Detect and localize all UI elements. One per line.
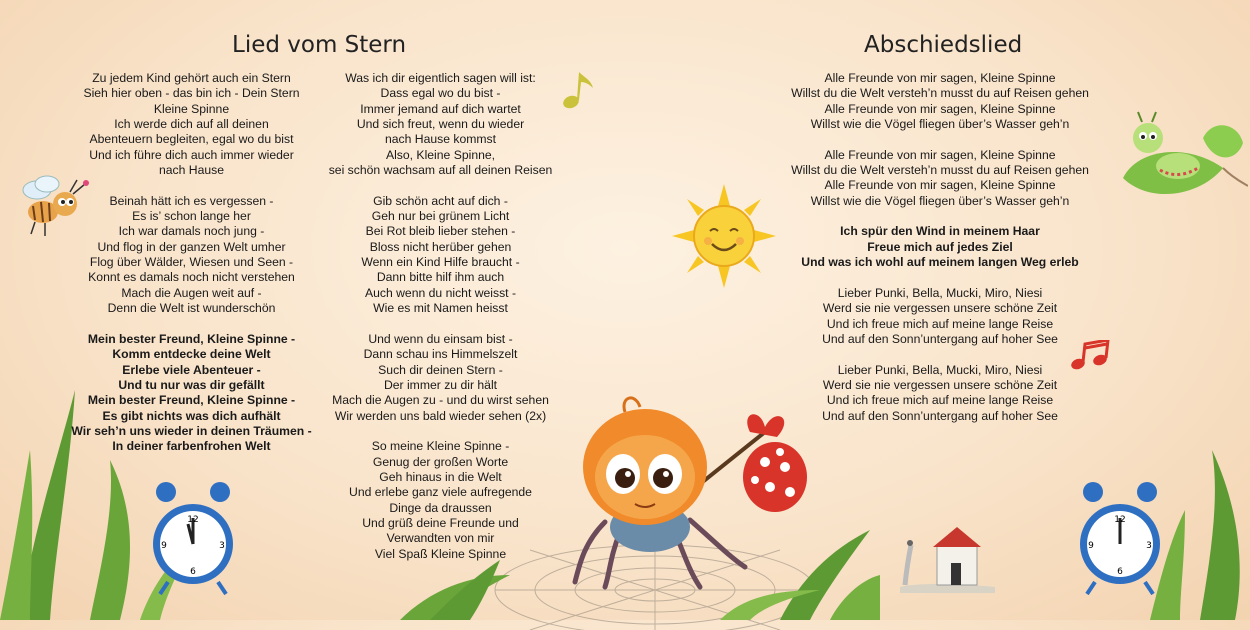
lyrics-column-1 [64,71,319,470]
lyric-line: Geh hinaus in die Welt [379,469,502,484]
alarm-clock-icon [1075,478,1165,598]
stanza [770,286,1110,347]
lyric-line: Es is’ schon lange her [132,209,251,224]
lyrics-column-2 [318,71,563,577]
lyric-line: nach Hause [158,163,225,178]
lyric-line: Und ich freue mich auf meine lange Reise [826,316,1054,331]
lyric-line: Zu jedem Kind gehört auch ein Stern [92,71,291,85]
music-note-icon [561,70,595,110]
lyric-line: Und erlebe ganz viele aufregende [349,485,532,500]
stanza [770,148,1110,209]
lyric-line: Denn die Welt ist wunderschön [107,301,276,316]
lyric-line: Mach die Augen weit auf - [121,285,262,300]
stanza [318,439,563,562]
lyric-line: Immer jemand auf dich wartet [360,101,521,116]
svg-text:9: 9 [1088,541,1094,551]
lyric-line: Werd sie nie vergessen unsere schöne Zeit [822,301,1058,316]
lyric-line: Und tu nur was dir gefällt [118,377,265,392]
lyric-line: Und ich führe dich auch immer wieder [89,147,294,162]
lyric-line: Dass egal wo du bist - [380,86,501,101]
lyric-line: Dinge da draussen [389,500,492,515]
lyric-line: Und ich freue mich auf meine lange Reise [826,393,1054,408]
lyric-line: Gib schön acht auf dich - [373,193,508,208]
lyric-line: Wenn ein Kind Hilfe braucht - [361,255,520,270]
lyric-line: Und flog in der ganzen Welt umher [97,239,286,254]
stanza [64,194,319,317]
page-title: Abschiedslied [864,32,1023,58]
stanza [64,71,319,178]
lyric-line: Und was ich wohl auf meinem langen Weg erleb [801,255,1079,270]
lyric-line: Willst du die Welt versteh’n musst du auf Reisen gehen [791,163,1089,178]
lyric-line: Kleine Spinne [153,101,230,116]
lyric-line: Freue mich auf jedes Ziel [867,239,1013,254]
lyric-line: Lieber Punki, Bella, Mucki, Miro, Niesi [837,285,1043,300]
lyric-line: Sieh hier oben - das bin ich - Dein Stern [83,86,300,101]
lyric-line: Und wenn du einsam bist - [368,331,513,346]
alarm-clock-icon [148,478,238,598]
stanza [770,363,1110,424]
lyric-line: Also, Kleine Spinne, [385,147,496,162]
lyric-line: Genug der großen Worte [372,454,509,469]
lyric-line: Dann bitte hilf ihm auch [376,270,505,285]
stanza [64,332,319,455]
lyric-line: Lieber Punki, Bella, Mucki, Miro, Niesi [837,362,1043,377]
svg-text:6: 6 [1117,567,1123,577]
stanza [318,71,563,178]
lyric-line: nach Hause kommst [384,132,497,147]
svg-text:12: 12 [1114,515,1126,525]
stanza [318,194,563,317]
stanza [770,224,1110,270]
lyric-line: Mach die Augen zu - und du wirst sehen [332,393,549,408]
lyric-line: Wir werden uns bald wieder sehen (2x) [334,408,547,423]
lyric-line: Mein bester Freund, Kleine Spinne - [87,393,296,408]
lyric-line: Konnt es damals noch nicht verstehen [88,270,295,285]
lyric-line: Willst wie die Vögel fliegen über’s Wasser geh’n [810,193,1070,208]
page-title: Lied vom Stern [232,32,407,58]
lyric-line: Alle Freunde von mir sagen, Kleine Spinne [824,101,1056,116]
lyric-line: Und auf den Sonn’untergang auf hoher See [822,408,1058,423]
svg-text:12: 12 [187,515,199,525]
lyric-line: Alle Freunde von mir sagen, Kleine Spinne [824,71,1056,85]
svg-text:9: 9 [161,541,167,551]
lyric-line: Bei Rot bleib lieber stehen - [365,224,516,239]
lyric-line: Such dir deinen Stern - [378,362,503,377]
stanza [318,332,563,424]
lyric-line: Wie es mit Namen heisst [373,301,508,316]
stanza [770,71,1110,132]
lyric-line: Bloss nicht herüber gehen [369,239,512,254]
sun-icon [672,184,776,288]
lyric-line: sei schön wachsam auf all deinen Reisen [328,163,553,178]
lyric-line: Ich war damals noch jung - [118,224,265,239]
lyric-line: Erlebe viele Abenteuer - [122,362,261,377]
lyric-line: Und auf den Sonn’untergang auf hoher See [822,331,1058,346]
lyric-line: Komm entdecke deine Welt [112,347,271,362]
lyric-line: Mein bester Freund, Kleine Spinne - [87,331,296,346]
lyric-line: Dann schau ins Himmelszelt [363,347,518,362]
lyric-line: Auch wenn du nicht weisst - [364,285,517,300]
lyric-line: Flog über Wälder, Wiesen und Seen - [89,255,294,270]
caterpillar-icon [1118,108,1248,208]
lyric-line: Abenteuern begleiten, egal wo du bist [89,132,294,147]
lyric-line: Willst wie die Vögel fliegen über’s Wasser geh’n [810,117,1070,132]
lyric-line: Beinah hätt ich es vergessen - [109,193,274,208]
lyric-line: Und sich freut, wenn du wieder [356,117,525,132]
svg-text:3: 3 [219,541,225,551]
lyric-line: So meine Kleine Spinne - [371,439,510,454]
snail-icon [895,525,1005,595]
lyric-line: Viel Spaß Kleine Spinne [374,546,507,561]
lyrics-column-3 [770,71,1110,439]
lyric-line: Willst du die Welt versteh’n musst du auf Reisen gehen [791,86,1089,101]
lyric-line: Ich spür den Wind in meinem Haar [840,224,1040,239]
lyric-line: Ich werde dich auf all deinen [114,117,269,132]
lyric-line: Was ich dir eigentlich sagen will ist: [345,71,536,85]
lyric-line: Alle Freunde von mir sagen, Kleine Spinne [824,178,1056,193]
lyric-line: Und grüß deine Freunde und [362,515,519,530]
lyric-line: Geh nur bei grünem Licht [371,209,510,224]
lyric-line: In deiner farbenfrohen Welt [112,439,271,454]
lyric-line: Werd sie nie vergessen unsere schöne Zeit [822,377,1058,392]
lyric-line: Verwandten von mir [386,531,495,546]
lyric-line: Wir seh’n uns wieder in deinen Träumen - [71,423,312,438]
svg-text:3: 3 [1146,541,1152,551]
lyric-line: Alle Freunde von mir sagen, Kleine Spinne [824,147,1056,162]
lyric-line: Es gibt nichts was dich aufhält [102,408,281,423]
lyric-line: Der immer zu dir hält [383,377,498,392]
svg-text:6: 6 [190,567,196,577]
